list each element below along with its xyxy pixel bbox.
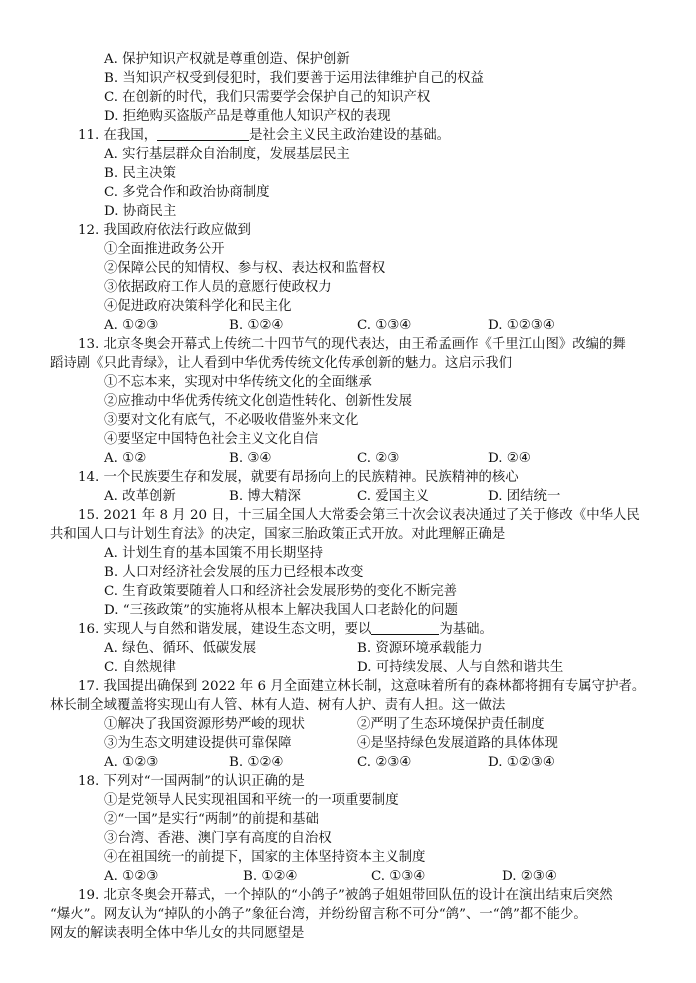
q18-item-2: ②“一国”是实行“两制”的前提和基础 — [104, 812, 319, 827]
q15-option-a: A. 计划生育的基本国策不用长期坚持 — [104, 546, 324, 561]
q18-stem: 18. 下列对“一国两制”的认识正确的是 — [78, 774, 305, 789]
q17-option-c: C. ②③④ — [357, 755, 412, 770]
q11-stem-end: 是社会主义民主政治建设的基础。 — [249, 128, 450, 143]
q13-option-d: D. ②④ — [488, 451, 531, 466]
q11-option-c: C. 多党合作和政治协商制度 — [104, 185, 270, 200]
q17-item-3: ③为生态文明建设提供可靠保障 — [104, 736, 292, 751]
q18-option-d: D. ②③④ — [502, 869, 557, 884]
q11-stem-start: 11. 在我国， — [78, 128, 158, 143]
q12-item-1: ①全面推进政务公开 — [104, 242, 225, 257]
q13-item-2: ②应推动中华优秀传统文化创造性转化、创新性发展 — [104, 394, 412, 409]
q11-option-a: A. 实行基层群众自治制度，发展基层民主 — [104, 147, 350, 162]
q10-option-c: C. 在创新的时代，我们只需要学会保护自己的知识产权 — [104, 90, 431, 105]
q13-option-a: A. ①② — [104, 451, 147, 466]
q16-stem-end: 为基础。 — [439, 622, 493, 637]
q17-stem-line2: 林长制全域覆盖将实现山有人管、林有人造、树有人护、责有人担。这一做法 — [50, 698, 506, 713]
q12-option-d: D. ①②③④ — [488, 318, 555, 333]
q18-item-3: ③台湾、香港、澳门享有高度的自治权 — [104, 831, 332, 846]
q14-option-a: A. 改革创新 — [104, 489, 176, 504]
q19-stem-line3: 网友的解读表明全体中华儿女的共同愿望是 — [50, 926, 305, 941]
q16-stem — [78, 620, 493, 640]
q14-stem: 14. 一个民族要生存和发展，就要有昂扬向上的民族精神。民族精神的核心 — [78, 470, 519, 485]
q14-option-b: B. 博大精深 — [229, 489, 301, 504]
q17-item-2: ②严明了生态环境保护责任制度 — [357, 717, 545, 732]
q19-stem-line1: 19. 北京冬奥会开幕式，一个掉队的“小鸽子”被鸽子姐姐带回队伍的设计在演出结束后突然 — [78, 888, 613, 903]
q13-option-b: B. ③④ — [229, 451, 272, 466]
q18-option-c: C. ①③④ — [371, 869, 426, 884]
q18-item-4: ④在祖国统一的前提下，国家的主体坚持资本主义制度 — [104, 850, 426, 865]
q10-option-a: A. 保护知识产权就是尊重创造、保护创新 — [104, 52, 350, 67]
q15-option-d: D. “三孩政策”的实施将从根本上解决我国人口老龄化的问题 — [104, 603, 458, 618]
q11-blank — [157, 126, 249, 141]
q17-option-d: D. ①②③④ — [488, 755, 555, 770]
q15-stem-line2: 共和国人口与计划生育法》的决定，国家三胎政策正式开放。对此理解正确是 — [50, 527, 506, 542]
q11-stem — [78, 126, 450, 146]
q15-option-b: B. 人口对经济社会发展的压力已经根本改变 — [104, 565, 364, 580]
q16-option-c: C. 自然规律 — [104, 660, 176, 675]
q13-item-1: ①不忘本来，实现对中华传统文化的全面继承 — [104, 375, 372, 390]
q16-option-b: B. 资源环境承载能力 — [357, 641, 483, 656]
q12-item-4: ④促进政府决策科学化和民主化 — [104, 299, 292, 314]
q13-stem-line2: 蹈诗剧《只此青绿》，让人看到中华优秀传统文化传承创新的魅力。这启示我们 — [50, 356, 512, 371]
q12-item-2: ②保障公民的知情权、参与权、表达权和监督权 — [104, 261, 386, 276]
q12-stem: 12. 我国政府依法行政应做到 — [78, 223, 251, 238]
q12-option-b: B. ①②④ — [229, 318, 284, 333]
q15-stem-line1: 15. 2021 年 8 月 20 日，十三届全国人大常委会第三十次会议表决通过了关于修改《中华人民 — [78, 508, 640, 523]
q12-item-3: ③依据政府工作人员的意愿行使政权力 — [104, 280, 332, 295]
q17-option-b: B. ①②④ — [229, 755, 284, 770]
q16-blank — [371, 620, 439, 635]
q13-item-3: ③要对文化有底气，不必吸收借鉴外来文化 — [104, 413, 359, 428]
q17-option-a: A. ①②③ — [104, 755, 159, 770]
q11-option-d: D. 协商民主 — [104, 204, 177, 219]
q13-stem-line1: 13. 北京冬奥会开幕式上传统二十四节气的现代表达，由王希孟画作《千里江山图》改编的舞 — [78, 337, 626, 352]
q17-item-4: ④是坚持绿色发展道路的具体体现 — [357, 736, 558, 751]
q18-option-a: A. ①②③ — [104, 869, 159, 884]
q12-option-c: C. ①③④ — [357, 318, 412, 333]
q11-option-b: B. 民主决策 — [104, 166, 176, 181]
q16-stem-start: 16. 实现人与自然和谐发展，建设生态文明，要以 — [78, 622, 372, 637]
q19-stem-line2: “爆火”。网友认为“掉队的小鸽子”象征台湾，并纷纷留言称不可分“鸽”、一“鸽”都不能少。 — [50, 907, 587, 922]
q10-option-b: B. 当知识产权受到侵犯时，我们要善于运用法律维护自己的权益 — [104, 71, 484, 86]
q10-option-d: D. 拒绝购买盗版产品是尊重他人知识产权的表现 — [104, 109, 391, 124]
q18-option-b: B. ①②④ — [243, 869, 298, 884]
q17-stem-line1: 17. 我国提出确保到 2022 年 6 月全面建立林长制，这意味着所有的森林都将拥有专属守护者。 — [78, 679, 646, 694]
q15-option-c: C. 生育政策要随着人口和经济社会发展形势的变化不断完善 — [104, 584, 458, 599]
q17-item-1: ①解决了我国资源形势严峻的现状 — [104, 717, 305, 732]
q14-option-d: D. 团结统一 — [488, 489, 561, 504]
q13-item-4: ④要坚定中国特色社会主义文化自信 — [104, 432, 319, 447]
q13-option-c: C. ②③ — [357, 451, 400, 466]
q14-option-c: C. 爱国主义 — [357, 489, 429, 504]
q16-option-d: D. 可持续发展、人与自然和谐共生 — [357, 660, 564, 675]
q12-option-a: A. ①②③ — [104, 318, 159, 333]
q16-option-a: A. 绿色、循环、低碳发展 — [104, 641, 257, 656]
q18-item-1: ①是党领导人民实现祖国和平统一的一项重要制度 — [104, 793, 399, 808]
